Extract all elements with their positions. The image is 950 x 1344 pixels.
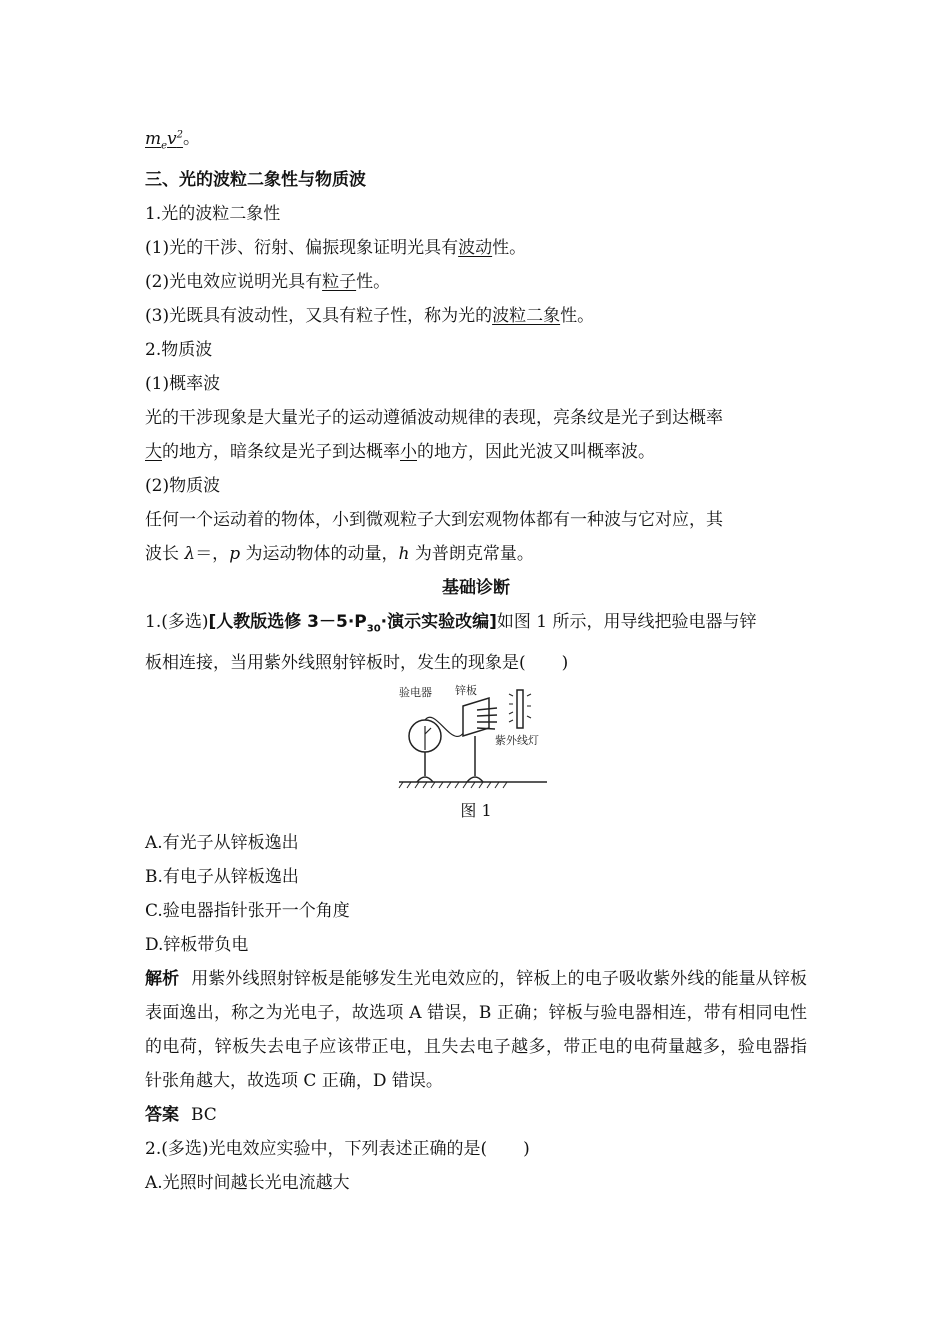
paragraph-duality: (3)光既具有波动性，又具有粒子性，称为光的波粒二象性。 xyxy=(145,306,595,327)
subheading-matter-wave: 2.物质波 xyxy=(145,340,213,361)
paragraph-wave: (1)光的干涉、衍射、偏振现象证明光具有波动性。 xyxy=(145,238,527,259)
label-uv-lamp: 紫外线灯 xyxy=(495,734,539,748)
question-2-line-1: 2.(多选)光电效应实验中，下列表述正确的是( ) xyxy=(145,1139,530,1160)
formula-line: $m_ev^2$。 xyxy=(145,128,201,152)
formula-mev2: $m_ev^2$ xyxy=(145,128,184,152)
figure-caption: 图 1 xyxy=(460,801,492,821)
probability-line-2: 大的地方，暗条纹是光子到达概率小的地方，因此光波又叫概率波。 xyxy=(145,442,655,463)
probability-line-1: 光的干涉现象是大量光子的运动遵循波动规律的表现，亮条纹是光子到达概率 xyxy=(145,408,723,429)
matter-line-2: 波长 λ＝，p 为运动物体的动量，h 为普朗克常量。 xyxy=(145,544,534,565)
diagnosis-heading: 基础诊断 xyxy=(442,578,510,599)
answer-value: BC xyxy=(191,1105,217,1126)
question-2-option-a: A.光照时间越长光电流越大 xyxy=(145,1173,350,1194)
option-c: C.验电器指针张开一个角度 xyxy=(145,901,350,922)
option-b: B.有电子从锌板逸出 xyxy=(145,867,299,888)
matter-line-1: 任何一个运动着的物体，小到微观粒子大到宏观物体都有一种波与它对应，其 xyxy=(145,510,723,531)
answer-line xyxy=(145,1098,807,1132)
figure-1 xyxy=(145,684,807,796)
option-a: A.有光子从锌板逸出 xyxy=(145,833,299,854)
uv-lamp xyxy=(517,690,523,728)
answer-label: 答案 xyxy=(145,1105,179,1126)
subheading-wave-particle: 1.光的波粒二象性 xyxy=(145,204,281,225)
photoelectric-apparatus-diagram xyxy=(397,684,557,792)
subheading-probability-wave: (1)概率波 xyxy=(145,374,221,395)
analysis-block xyxy=(145,962,807,1098)
question-1-line-2: 板相连接，当用紫外线照射锌板时，发生的现象是( ) xyxy=(145,653,569,674)
label-electroscope: 验电器 xyxy=(399,686,432,700)
question-1-line-1: 1.(多选)[人教版选修 $3-5\cdot P_{30}\cdot$演示实验改编]如图 1 所示，用导线把验电器与锌 xyxy=(145,612,757,635)
option-d: D.锌板带负电 xyxy=(145,935,249,956)
analysis-label: 解析 xyxy=(145,969,180,990)
document-page xyxy=(145,118,807,1200)
paragraph-particle: (2)光电效应说明光具有粒子性。 xyxy=(145,272,391,293)
section-title: 三、光的波粒二象性与物质波 xyxy=(145,170,366,191)
label-zinc-plate: 锌板 xyxy=(455,684,477,698)
subheading-matter-wave-2: (2)物质波 xyxy=(145,476,221,497)
analysis-text: 用紫外线照射锌板是能够发生光电效应的，锌板上的电子吸收紫外线的能量从锌板表面逸出，称之为光电子，故选项 A 错误，B 正确；锌板与验电器相连，带有相同电性的电荷，锌板失去电子应该带正电，且失去电子越多，带正电的电荷量越多，验电器指针张角越大，故选项 C 正确，D 错误。 xyxy=(145,969,808,1092)
zinc-plate xyxy=(463,698,489,736)
